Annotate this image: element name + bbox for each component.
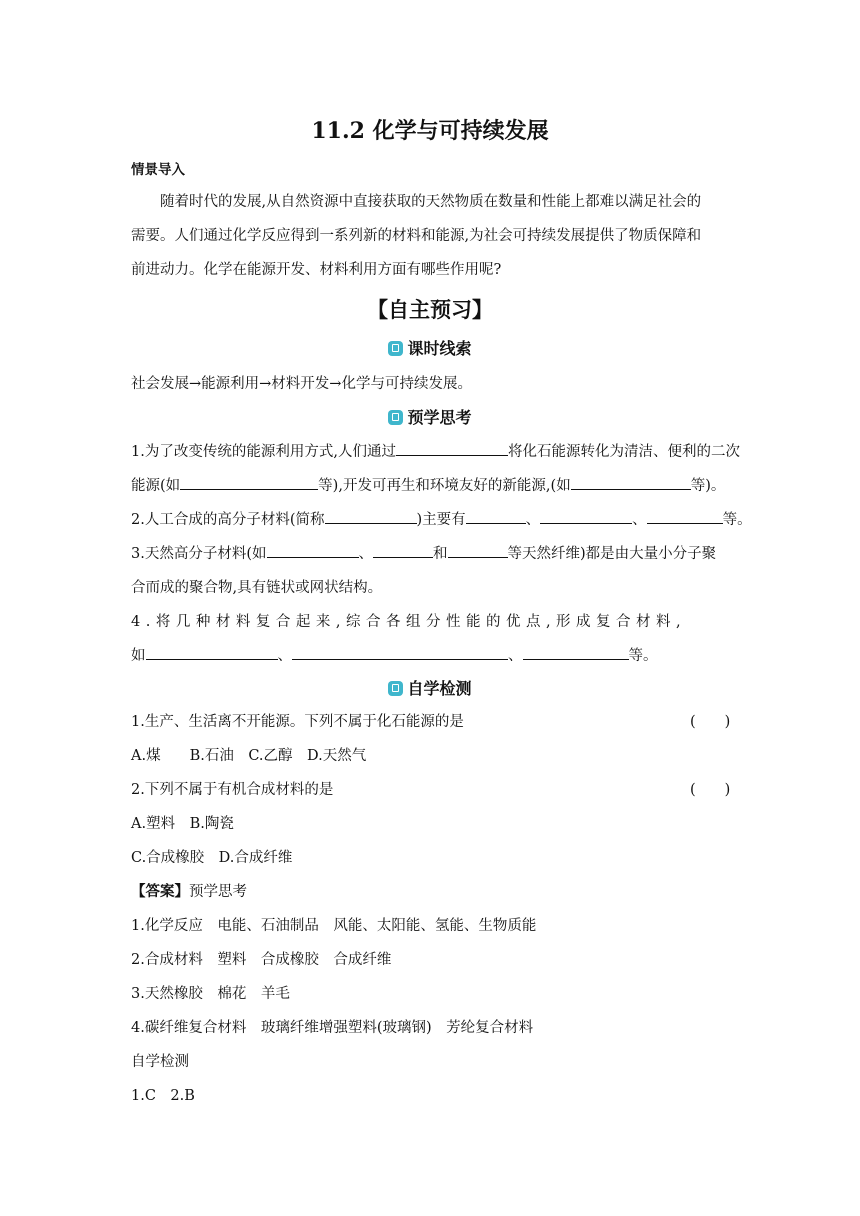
q1-text-c: 能源(如 — [131, 478, 181, 494]
answer-4: 4.碳纤维复合材料 玻璃纤维增强塑料(玻璃钢) 芳纶复合材料 — [131, 1020, 534, 1036]
answer-2: 2.合成材料 塑料 合成橡胶 合成纤维 — [131, 952, 392, 968]
question-3-line-2: 合而成的聚合物,具有链状或网状结构。 — [131, 580, 383, 596]
q3-text-a: 3.天然高分子材料(如 — [131, 546, 267, 562]
q3-blank-1[interactable] — [267, 543, 359, 558]
q2-blank-4[interactable] — [647, 509, 723, 524]
question-2 — [131, 508, 752, 529]
q3-text-b: 、 — [358, 546, 373, 562]
clue-text: 社会发展→能源利用→材料开发→化学与可持续发展。 — [131, 376, 472, 392]
question-1-line-1 — [131, 440, 740, 461]
check-heading-row — [0, 676, 860, 699]
q4-blank-1[interactable] — [146, 645, 278, 660]
question-4-line-2 — [131, 644, 658, 665]
answer-1: 1.化学反应 电能、石油制品 风能、太阳能、氢能、生物质能 — [131, 918, 537, 934]
check-question-2-options-2: C.合成橡胶 D.合成纤维 — [131, 850, 293, 866]
question-4-line-1 — [131, 610, 731, 631]
answers-label: 【答案】 — [131, 883, 189, 900]
q2-text-b: )主要有 — [416, 512, 466, 528]
q2-text-d: 、 — [632, 512, 647, 528]
q1-text-b: 将化石能源转化为清洁、便利的二次 — [507, 444, 740, 460]
check-question-1-options: A.煤 B.石油 C.乙醇 D.天然气 — [131, 748, 367, 764]
answers-section: 预学思考 — [189, 884, 247, 900]
intro-line-1: 随着时代的发展,从自然资源中直接获取的天然物质在数量和性能上都难以满足社会的 — [160, 194, 702, 210]
think-heading-row — [0, 405, 860, 428]
intro-line-2: 需要。人们通过化学反应得到一系列新的材料和能源,为社会可持续发展提供了物质保障和 — [131, 228, 702, 244]
question-1-line-2 — [131, 474, 725, 495]
q4-text-d: 、 — [508, 648, 523, 664]
intro-heading: 情景导入 — [131, 162, 185, 178]
q3-text-d: 等天然纤维)都是由大量小分子聚 — [507, 546, 717, 562]
check-question-2: 2.下列不属于有机合成材料的是 — [131, 782, 334, 798]
q4-text-e: 等。 — [628, 648, 658, 664]
q4-text-a: 4.将几种材料复合起来,综合各组分性能的优点,形成复合材料, — [131, 614, 687, 630]
q4-text-b: 如 — [131, 648, 146, 664]
q2-blank-1[interactable] — [325, 509, 417, 524]
q2-text-c: 、 — [525, 512, 541, 528]
clue-heading-row — [0, 336, 860, 359]
answers-check-heading: 自学检测 — [131, 1054, 189, 1070]
preview-heading: 【自主预习】 — [367, 297, 493, 322]
q2-blank-3[interactable] — [540, 509, 632, 524]
q1-blank-2[interactable] — [180, 475, 318, 490]
q4-blank-2[interactable] — [292, 645, 508, 660]
q1-blank-1[interactable] — [396, 441, 508, 456]
q2-text-a: 2.人工合成的高分子材料(简称 — [131, 512, 325, 528]
q2-text-e: 等。 — [722, 512, 752, 528]
q1-text-d: 等),开发可再生和环境友好的新能源,(如 — [318, 478, 571, 494]
answers-heading — [131, 880, 247, 901]
check-question-2-paren: ( ) — [690, 782, 731, 798]
check-question-1: 1.生产、生活离不开能源。下列不属于化石能源的是 — [131, 714, 464, 730]
q1-text-a: 1.为了改变传统的能源利用方式,人们通过 — [131, 444, 396, 460]
q1-blank-3[interactable] — [571, 475, 691, 490]
q3-blank-3[interactable] — [448, 543, 508, 558]
book-icon — [388, 410, 403, 425]
q4-text-c: 、 — [277, 648, 292, 664]
intro-line-3: 前进动力。化学在能源开发、材料利用方面有哪些作用呢? — [131, 262, 502, 278]
check-question-1-paren: ( ) — [690, 714, 731, 730]
q3-text-c: 和 — [433, 546, 448, 562]
q2-blank-2[interactable] — [466, 509, 526, 524]
think-heading: 预学思考 — [407, 408, 472, 427]
q4-blank-3[interactable] — [523, 645, 629, 660]
question-3-line-1 — [131, 542, 716, 563]
q1-text-e: 等)。 — [690, 478, 726, 494]
answers-check-values: 1.C 2.B — [131, 1088, 195, 1104]
answer-3: 3.天然橡胶 棉花 羊毛 — [131, 986, 290, 1002]
check-question-2-options-1: A.塑料 B.陶瓷 — [131, 816, 234, 832]
clue-heading: 课时线索 — [407, 339, 472, 358]
book-icon — [388, 681, 403, 696]
book-icon — [388, 341, 403, 356]
page-title: 11.2 化学与可持续发展 — [311, 118, 549, 144]
q3-blank-2[interactable] — [373, 543, 433, 558]
check-heading: 自学检测 — [407, 679, 472, 698]
